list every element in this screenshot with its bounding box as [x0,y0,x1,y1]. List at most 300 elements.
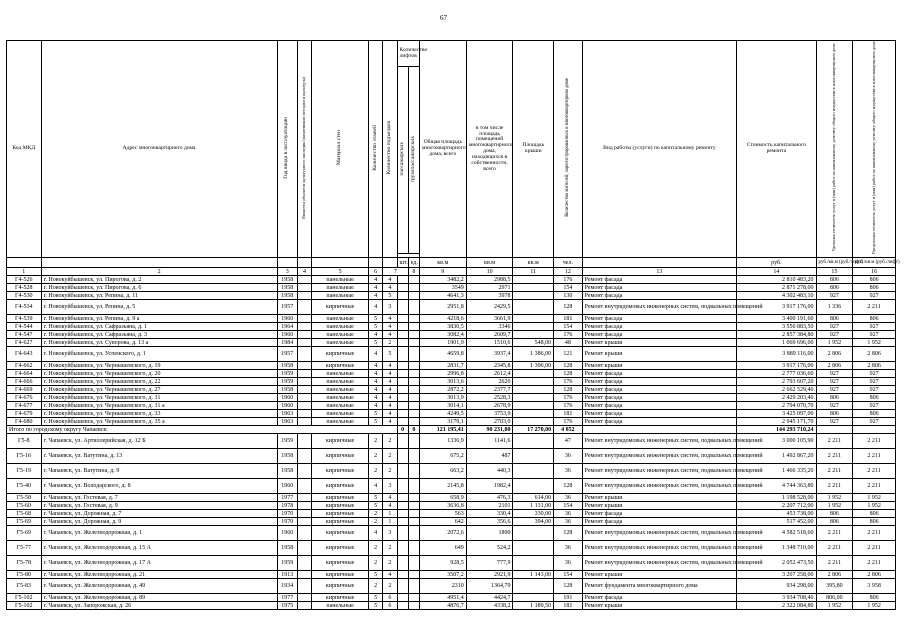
total-area: 3830,5 [419,323,466,331]
roof-area [513,556,554,571]
max-cost: 2 211 [853,434,896,449]
repair-cost: 2 871 278,00 [737,284,816,292]
total-area: 3179,1 [419,418,466,426]
unit-rub: руб. [737,258,816,268]
repair-type: Ремонт крыши [582,339,737,347]
owned-area: 1510,6 [466,339,513,347]
max-cost: 927 [853,402,896,410]
unit-cost: 806 [816,276,853,284]
repair-cost: 1 492 867,20 [737,449,816,464]
house-code: Г4-666 [7,378,42,386]
year-built: 1958 [277,386,297,394]
max-cost: 927 [853,386,896,394]
house-address: г. Чапаевск, ул. Володарского, д. 8 [41,479,277,494]
repair-cost: 3 425 097,00 [737,410,816,418]
house-address: г. Чапаевск, ул. Железнодорожная, д. 49 [41,579,277,594]
year-built: 1958 [277,541,297,556]
wall-material: кирпичные [312,464,369,479]
floors: 2 [369,579,383,594]
floors: 2 [369,464,383,479]
table-row [7,418,896,426]
wall-material: панельные [312,378,369,386]
house-address: г. Чапаевск, ул. Железнодорожная, д. 21 [41,571,277,579]
max-cost: 927 [853,370,896,378]
year-built: 1957 [277,347,297,362]
total-area: 4218,6 [419,315,466,323]
table-row [7,434,896,449]
year-built: 1963 [277,410,297,418]
entrances: 4 [383,370,397,378]
floors: 5 [369,502,383,510]
entrances: 2 [383,464,397,479]
wall-material: кирпичные [312,362,369,370]
repair-type: Ремонт фасада [582,510,737,518]
max-cost: 2 806 [853,347,896,362]
max-cost: 2 211 [853,479,896,494]
house-code: Г4-526 [7,276,42,284]
page-number: 67 [440,14,447,22]
house-address: г. Новокуйбышевск, ул. Пирогова, д. 6 [41,284,277,292]
house-code: Г5-58 [7,494,42,502]
unit-cost: 806 [816,518,853,526]
house-code: Г4-664 [7,370,42,378]
unit-cost: 2 211 [816,479,853,494]
total-area: 649 [419,541,466,556]
total-area-sum: 121 195,41 [419,426,466,434]
roof-area: 1 386,00 [513,347,554,362]
year-built: 1964 [277,323,297,331]
col-header-total-area: Общая площадь многоквартирного дома, всего [419,41,466,258]
house-code: Г4-677 [7,402,42,410]
floors: 2 [369,449,383,464]
owned-area: 2429,5 [466,300,513,315]
repair-cost: 3 207 258,00 [737,571,816,579]
total-area: 2310 [419,579,466,594]
floors: 5 [369,410,383,418]
unit-cost: 806 [816,394,853,402]
roof-area: 330,00 [513,510,554,518]
house-address: г. Новокуйбышевск, ул. Репина, д. 9 а [41,315,277,323]
repair-type: Ремонт крыши [582,347,737,362]
residents: 176 [554,402,582,410]
table-row [7,594,896,602]
repair-type: Ремонт фасада [582,402,737,410]
repair-type: Ремонт внутридомовых инженерных систем, подвальных помещений [582,464,737,479]
repair-cost: 1 069 696,00 [737,339,816,347]
entrances: 1 [383,518,397,526]
floors: 4 [369,300,383,315]
roof-area-sum: 17 270,00 [513,426,554,434]
house-code: Г4-539 [7,315,42,323]
total-area: 663,2 [419,464,466,479]
repair-type: Ремонт фасада [582,418,737,426]
total-area: 2072,6 [419,526,466,541]
residents: 191 [554,594,582,602]
year-built: 1970 [277,518,297,526]
year-built: 1984 [277,339,297,347]
owned-area: 3937,4 [466,347,513,362]
house-code: Г5-40 [7,479,42,494]
total-area: 1901,9 [419,339,466,347]
house-address: г. Новокуйбышевск, ул. Пирогова, д. 2 [41,276,277,284]
floors: 2 [369,518,383,526]
house-code: Г4-534 [7,300,42,315]
roof-area [513,315,554,323]
owned-area: 487 [466,449,513,464]
table-row [7,449,896,464]
entrances: 3 [383,479,397,494]
repair-type: Ремонт крыши [582,502,737,510]
repair-cost: 2 793 607,20 [737,378,816,386]
year-built: 1975 [277,602,297,610]
repair-cost: 2 810 483,20 [737,276,816,284]
repair-type: Ремонт фасада [582,284,737,292]
floors: 5 [369,323,383,331]
max-cost: 1 952 [853,339,896,347]
repair-cost: 2 662 529,40 [737,386,816,394]
col-header-lifts-passenger: пассажирских [398,142,405,176]
unit-cost: 927 [816,331,853,339]
house-code: Г5-83 [7,579,42,594]
floors: 2 [369,556,383,571]
repair-type: Ремонт внутридомовых инженерных систем, подвальных помещений [582,434,737,449]
total-area: 3014,1 [419,402,466,410]
year-built: 1959 [277,370,297,378]
repair-cost: 2 052 473,50 [737,556,816,571]
owned-area: 2678,9 [466,402,513,410]
house-code: Г5-69 [7,518,42,526]
house-code: Г4-547 [7,331,42,339]
total-area: 3013,9 [419,394,466,402]
roof-area [513,449,554,464]
entrances: 4 [383,410,397,418]
house-code: Г4-530 [7,292,42,300]
year-built: 1963 [277,418,297,426]
repair-type: Ремонт внутридомовых инженерных систем, подвальных помещений [582,479,737,494]
year-built: 1958 [277,292,297,300]
roof-area [513,541,554,556]
max-cost: 1 952 [853,602,896,610]
year-built: 1958 [277,464,297,479]
residents: 128 [554,300,582,315]
repair-type: Ремонт внутридомовых инженерных систем, подвальных помещений [582,541,737,556]
residents-sum: 4 852 [554,426,582,434]
owned-area: 2971 [466,284,513,292]
table-row [7,339,896,347]
house-code: Г5-60 [7,502,42,510]
capital-repair-register-table [6,40,900,610]
floors: 4 [369,526,383,541]
repair-cost: 3 400 191,60 [737,315,816,323]
total-area: 2831,7 [419,362,466,370]
owned-area: 3661,9 [466,315,513,323]
unit-cost: 2 211 [816,526,853,541]
owned-area-sum: 90 231,80 [466,426,513,434]
table-row [7,556,896,571]
house-address: г. Новокуйбышевск, ул. Чернышевского, д. 22 [41,378,277,386]
repair-cost: 4 582 518,60 [737,526,816,541]
house-code: Г4-544 [7,323,42,331]
repair-cost: 2 207 712,00 [737,502,816,510]
roof-area [513,292,554,300]
house-address: г. Новокуйбышевск, ул. Чернышевского, д. 35 а [41,418,277,426]
house-code: Г5-8 [7,434,42,449]
wall-material: панельные [312,602,369,610]
residents: 128 [554,579,582,594]
repair-type: Ремонт фасада [582,378,737,386]
table-row [7,394,896,402]
roof-area [513,276,554,284]
owned-area: 2921,9 [466,571,513,579]
unit-cost: 927 [816,386,853,394]
max-cost: 2 211 [853,464,896,479]
col-header-repair-type: Вид работы (услуги) по капитальному ремонту [582,41,737,258]
unit-cost: 2 806 [816,571,853,579]
max-cost: 806 [853,518,896,526]
owned-area: 2377,7 [466,386,513,394]
house-address: г. Новокуйбышевск, ул. Чернышевского, д. 20 [41,370,277,378]
owned-area: 777,9 [466,556,513,571]
owned-area: 476,3 [466,494,513,502]
unit-cost: 1 952 [816,602,853,610]
total-area: 4876,7 [419,602,466,610]
table-row [7,464,896,479]
table-row [7,479,896,494]
max-cost: 806 [853,315,896,323]
unit-sqm-owned: кв.м [466,258,513,268]
col-header-max-cost: Предельная стоимость услуг и (или) работ по капитальному ремонту общего имущества в многоквартирном доме [870,41,876,255]
residents: 154 [554,323,582,331]
floors: 4 [369,378,383,386]
repair-cost: 2 777 036,60 [737,370,816,378]
owned-area: 3753,9 [466,410,513,418]
unit-cost: 806 [816,315,853,323]
repair-type: Ремонт фасада [582,292,737,300]
floors: 4 [369,362,383,370]
house-code: Г5-102 [7,602,42,610]
max-cost: 1 952 [853,502,896,510]
wall-material: панельные [312,323,369,331]
residents: 48 [554,339,582,347]
owned-area: 2609,7 [466,331,513,339]
col-header-lifts: Количество лифтов [397,41,419,67]
year-built: 1934 [277,579,297,594]
house-code: Г5-69 [7,526,42,541]
roof-area [513,434,554,449]
wall-material: кирпичные [312,434,369,449]
total-area: 4951,4 [419,594,466,602]
max-cost: 2 806 [853,362,896,370]
roof-area: 1 143,00 [513,571,554,579]
repair-cost: 2 429 203,40 [737,394,816,402]
max-cost: 1 952 [853,494,896,502]
wall-material: кирпичные [312,300,369,315]
entrances: 4 [383,402,397,410]
col-header-floors: Количество этажей [371,124,378,171]
roof-area: 1 396,00 [513,362,554,370]
floors: 5 [369,494,383,502]
entrances: 3 [383,300,397,315]
roof-area: 614,00 [513,494,554,502]
table-row [7,510,896,518]
max-cost: 927 [853,378,896,386]
table-row [7,276,896,284]
entrances: 4 [383,331,397,339]
roof-area [513,386,554,394]
house-code: Г5-16 [7,449,42,464]
entrances: 4 [383,418,397,426]
col-header-entrances: Количество подъездов [385,120,392,175]
floors: 4 [369,276,383,284]
max-cost: 806 [853,284,896,292]
residents: 36 [554,464,582,479]
total-area: 3082,4 [419,331,466,339]
residents: 176 [554,378,582,386]
house-address: г. Новокуйбышевск, ул. Чернышевского, д. 27 [41,386,277,394]
floors: 5 [369,339,383,347]
entrances: 4 [383,378,397,386]
total-area: 3507,2 [419,571,466,579]
floors: 4 [369,394,383,402]
residents: 154 [554,284,582,292]
entrances: 4 [383,315,397,323]
year-built: 1977 [277,494,297,502]
roof-area: 1 131,00 [513,502,554,510]
unit-cost: 2 211 [816,464,853,479]
house-code: Г5-77 [7,541,42,556]
total-area: 2996,8 [419,370,466,378]
year-built: 1958 [277,362,297,370]
max-cost: 927 [853,292,896,300]
wall-material: панельные [312,339,369,347]
repair-type: Ремонт крыши [582,362,737,370]
owned-area: 1982,4 [466,479,513,494]
max-cost: 2 211 [853,526,896,541]
table-row [7,300,896,315]
wall-material: панельные [312,284,369,292]
unit-rub-sqm-b: руб./кв.м (руб./лифт) [853,258,896,268]
house-code: Г4-627 [7,339,42,347]
year-built: 1960 [277,315,297,323]
owned-area: 3346 [466,323,513,331]
repair-type: Ремонт фасада [582,394,737,402]
max-cost: 2 211 [853,556,896,571]
repair-type: Ремонт внутридомовых инженерных систем, подвальных помещений [582,300,737,315]
owned-area: 1364,79 [466,579,513,594]
house-address: г. Чапаевск, ул. Ватутина, д. 13 [41,449,277,464]
year-built: 1959 [277,378,297,386]
total-row: Итого по городскому округу Чапаевск: 0 0 121 195,41 90 231,80 17 270,00 4 852 144 293 710,24 [7,426,896,434]
owned-area: 2612,4 [466,370,513,378]
total-area: 928,5 [419,556,466,571]
cost-sum: 144 293 710,24 [737,426,816,434]
repair-type: Ремонт фасада [582,518,737,526]
residents: 36 [554,541,582,556]
wall-material: кирпичные [312,518,369,526]
owned-area: 2345,8 [466,362,513,370]
total-area: 642 [419,518,466,526]
year-built: 1977 [277,594,297,602]
repair-cost: 3 889 116,00 [737,347,816,362]
year-built: 1957 [277,300,297,315]
max-cost: 927 [853,323,896,331]
wall-material: кирпичные [312,502,369,510]
max-cost: 2 211 [853,541,896,556]
table-row [7,386,896,394]
house-address: г. Новокуйбышевск, ул. Чернышевского, д. 31 а [41,402,277,410]
house-code: Г4-676 [7,394,42,402]
house-code: Г5-102 [7,594,42,602]
house-address: г. Новокуйбышевск, ул. Чернышевского, д. 33 [41,410,277,418]
roof-area: 394,00 [513,518,554,526]
unit-cost: 2 806 [816,362,853,370]
owned-area: 2620 [466,378,513,386]
residents: 128 [554,479,582,494]
entrances: 4 [383,362,397,370]
roof-area [513,370,554,378]
residents: 154 [554,571,582,579]
unit-cost: 2 211 [816,449,853,464]
roof-area: 548,00 [513,339,554,347]
total-area: 4249,5 [419,410,466,418]
floors: 5 [369,602,383,610]
repair-type: Ремонт фасада [582,276,737,284]
max-cost: 2 211 [853,449,896,464]
max-cost: 806 [853,510,896,518]
total-area: 2872,2 [419,386,466,394]
house-code: Г4-680 [7,418,42,426]
total-area: 1336,9 [419,434,466,449]
floors: 5 [369,571,383,579]
wall-material: панельные [312,370,369,378]
floors: 2 [369,510,383,518]
residents: 36 [554,518,582,526]
wall-material: кирпичные [312,479,369,494]
floors: 4 [369,284,383,292]
repair-type: Ремонт фасада [582,315,737,323]
floors: 4 [369,347,383,362]
col-header-roof-area: Площадь крыши [513,41,554,258]
year-built: 1960 [277,526,297,541]
roof-area [513,300,554,315]
unit-people: чел. [554,258,582,268]
owned-area: 3978 [466,292,513,300]
repair-cost: 2 857 384,80 [737,331,816,339]
repair-type: Ремонт внутридомовых инженерных систем, подвальных помещений [582,556,737,571]
col-header-code: Код МКД [7,41,42,258]
entrances: 4 [383,494,397,502]
house-code: Г4-528 [7,284,42,292]
repair-cost: 934 298,00 [737,579,816,594]
owned-area: 4338,2 [466,602,513,610]
entrances: 2 [383,449,397,464]
floors: 2 [369,541,383,556]
table-row [7,602,896,610]
entrances: 2 [383,434,397,449]
table-row [7,410,896,418]
floors: 5 [369,418,383,426]
residents: 128 [554,370,582,378]
entrances: 2 [383,579,397,594]
house-address: г. Чапаевск, ул. Гостевая, д. 9 [41,502,277,510]
entrances: 4 [383,386,397,394]
max-cost: 927 [853,418,896,426]
roof-area [513,284,554,292]
owned-area: 4424,7 [466,594,513,602]
repair-type: Ремонт фасада [582,323,737,331]
owned-area: 2703,0 [466,418,513,426]
year-built: 1958 [277,276,297,284]
